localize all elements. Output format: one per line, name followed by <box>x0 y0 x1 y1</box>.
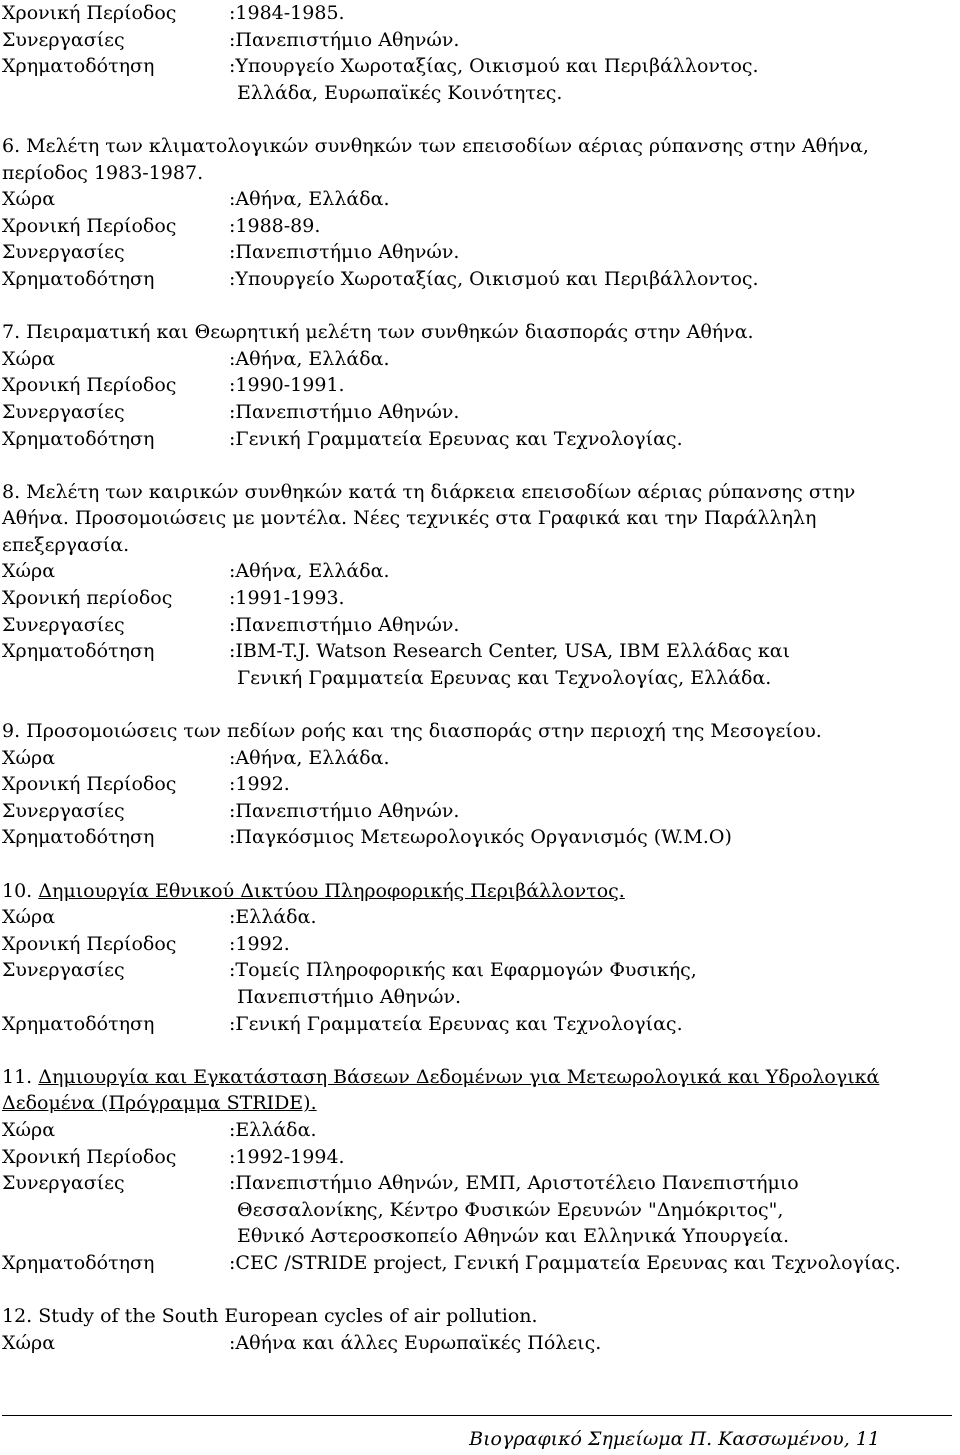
funding-value: :Παγκόσμιος Μετεωρολογικός Οργανισμός (W.M.O) <box>229 826 732 849</box>
period-value: :1992. <box>229 932 290 955</box>
entry7-period-row <box>2 372 952 399</box>
entry11-number: 11. <box>2 1065 39 1088</box>
period-value: :1991-1993. <box>229 587 345 610</box>
page-number: 11 <box>855 1428 880 1450</box>
country-label: Χώρα <box>2 746 56 769</box>
period-value: :1992-1994. <box>229 1145 345 1168</box>
entry10-number: 10. <box>2 879 39 902</box>
entry10-collaborations-row <box>2 957 952 984</box>
country-value: :Ελλάδα. <box>229 1118 317 1141</box>
entry10-funding-row <box>2 1011 952 1038</box>
funding-value: :Γενική Γραμματεία Ερευνας και Τεχνολογίας. <box>229 427 683 450</box>
funding-value: :Υπουργείο Χωροταξίας, Οικισμού και Περιβάλλοντος. <box>229 267 759 290</box>
funding-label: Χρηματοδότηση <box>2 1012 155 1035</box>
country-label: Χώρα <box>2 906 56 929</box>
entry11-period-row <box>2 1144 952 1171</box>
period-label: Χρονική περίοδος <box>2 587 173 610</box>
spacer <box>2 106 952 133</box>
entry8-funding-continuation: Γενική Γραμματεία Ερευνας και Τεχνολογίας, Ελλάδα. <box>237 666 772 689</box>
country-value: :Αθήνα, Ελλάδα. <box>229 188 390 211</box>
collaborations-value: :Πανεπιστήμιο Αθηνών. <box>229 613 460 636</box>
entry8-funding-row <box>2 638 952 665</box>
country-value: :Αθήνα, Ελλάδα. <box>229 347 390 370</box>
funding-label: Χρηματοδότηση <box>2 826 155 849</box>
page-footer <box>469 1428 880 1450</box>
entry11-title-text-line2: Δεδομένα (Πρόγραμμα STRIDE). <box>2 1092 317 1115</box>
entry9-period-row <box>2 771 952 798</box>
spacer <box>2 691 952 718</box>
collaborations-value: :Πανεπιστήμιο Αθηνών, ΕΜΠ, Αριστοτέλειο Πανεπιστήμιο <box>229 1172 799 1195</box>
entry9-funding-row <box>2 824 952 851</box>
period-value: :1992. <box>229 773 290 796</box>
entry6-funding-row <box>2 266 952 293</box>
entry10-collaborations-continuation: Πανεπιστήμιο Αθηνών. <box>237 985 462 1008</box>
collaborations-value: :Πανεπιστήμιο Αθηνών. <box>229 400 460 423</box>
period-label: Χρονική Περίοδος <box>2 1145 177 1168</box>
funding-label: Χρηματοδότηση <box>2 640 155 663</box>
entry10-period-row <box>2 931 952 958</box>
entry5-period-row <box>2 0 952 27</box>
period-value: :1988-89. <box>229 214 321 237</box>
collaborations-value: :Τομείς Πληροφορικής και Εφαρμογών Φυσικής, <box>229 959 697 982</box>
entry12-country-row <box>2 1330 952 1357</box>
document-page <box>2 0 952 1356</box>
period-label: Χρονική Περίοδος <box>2 932 177 955</box>
entry8-period-row <box>2 585 952 612</box>
collaborations-label: Συνεργασίες <box>2 400 125 423</box>
entry11-collaborations-row <box>2 1170 952 1197</box>
entry10-title-text: Δημιουργία Εθνικού Δικτύου Πληροφορικής Περιβάλλοντος. <box>38 879 625 902</box>
spacer <box>2 851 952 878</box>
funding-value: :Υπουργείο Χωροταξίας, Οικισμού και Περιβάλλοντος. <box>229 55 759 78</box>
funding-label: Χρηματοδότηση <box>2 55 155 78</box>
entry11-title-text-line1: Δημιουργία και Εγκατάσταση Βάσεων Δεδομένων για Μετεωρολογικά και Υδρολογικά <box>38 1065 880 1088</box>
collaborations-label: Συνεργασίες <box>2 959 125 982</box>
collaborations-label: Συνεργασίες <box>2 241 125 264</box>
entry6-title-line2: περίοδος 1983-1987. <box>2 161 204 184</box>
spacer <box>2 293 952 320</box>
spacer <box>2 452 952 479</box>
country-label: Χώρα <box>2 347 56 370</box>
entry7-funding-row <box>2 426 952 453</box>
entry11-collaborations-continuation-1: Θεσσαλονίκης, Κέντρο Φυσικών Ερευνών "Δημόκριτος", <box>237 1198 784 1221</box>
entry8-title-line3: επεξεργασία. <box>2 533 130 556</box>
spacer <box>2 1037 952 1064</box>
period-label: Χρονική Περίοδος <box>2 374 177 397</box>
spacer <box>2 1277 952 1304</box>
collaborations-value: :Πανεπιστήμιο Αθηνών. <box>229 241 460 264</box>
entry11-title-line2 <box>2 1090 952 1117</box>
entry11-country-row <box>2 1117 952 1144</box>
entry7-country-row <box>2 346 952 373</box>
period-label: Χρονική Περίοδος <box>2 214 177 237</box>
funding-value: :Γενική Γραμματεία Ερευνας και Τεχνολογίας. <box>229 1012 683 1035</box>
country-value: :Αθήνα και άλλες Ευρωπαϊκές Πόλεις. <box>229 1331 602 1354</box>
footer-text: Βιογραφικό Σημείωμα Π. Κασσωμένου, <box>469 1428 850 1450</box>
period-label: Χρονική Περίοδος <box>2 2 177 24</box>
entry10-country-row <box>2 904 952 931</box>
funding-label: Χρηματοδότηση <box>2 267 155 290</box>
entry5-funding-continuation: Ελλάδα, Ευρωπαϊκές Κοινότητες. <box>237 81 563 104</box>
country-value: :Ελλάδα. <box>229 906 317 929</box>
country-label: Χώρα <box>2 560 56 583</box>
collaborations-label: Συνεργασίες <box>2 28 125 51</box>
period-label: Χρονική Περίοδος <box>2 773 177 796</box>
entry8-country-row <box>2 558 952 585</box>
funding-label: Χρηματοδότηση <box>2 1251 155 1274</box>
entry5-collaborations-row <box>2 27 952 54</box>
entry8-title-line2: Αθήνα. Προσομοιώσεις με μοντέλα. Νέες τεχνικές στα Γραφικά και την Παράλληλη <box>2 507 817 530</box>
collaborations-label: Συνεργασίες <box>2 1172 125 1195</box>
country-label: Χώρα <box>2 1331 56 1354</box>
entry11-title-line1 <box>2 1064 952 1091</box>
collaborations-value: :Πανεπιστήμιο Αθηνών. <box>229 28 460 51</box>
entry10-title <box>2 878 952 905</box>
entry7-collaborations-row <box>2 399 952 426</box>
period-value: :1984-1985. <box>229 2 345 24</box>
entry6-country-row <box>2 186 952 213</box>
entry8-collaborations-row <box>2 612 952 639</box>
country-label: Χώρα <box>2 188 56 211</box>
collaborations-label: Συνεργασίες <box>2 799 125 822</box>
entry8-title-line1: 8. Μελέτη των καιρικών συνθηκών κατά τη διάρκεια επεισοδίων αέριας ρύπανσης στην <box>2 480 856 503</box>
entry9-title: 9. Προσομοιώσεις των πεδίων ροής και της διασποράς στην περιοχή της Μεσογείου. <box>2 720 822 743</box>
entry11-collaborations-continuation-2: Εθνικό Αστεροσκοπείο Αθηνών και Ελληνικά Υπουργεία. <box>237 1225 790 1248</box>
funding-label: Χρηματοδότηση <box>2 427 155 450</box>
collaborations-value: :Πανεπιστήμιο Αθηνών. <box>229 799 460 822</box>
entry12-title: 12. Study of the South European cycles of air pollution. <box>2 1305 538 1328</box>
entry9-collaborations-row <box>2 798 952 825</box>
entry9-country-row <box>2 745 952 772</box>
funding-value: :CEC /STRIDE project, Γενική Γραμματεία Ερευνας και Τεχνολογίας. <box>229 1251 901 1274</box>
entry11-funding-row <box>2 1250 952 1277</box>
period-value: :1990-1991. <box>229 374 345 397</box>
entry5-funding-row <box>2 53 952 80</box>
collaborations-label: Συνεργασίες <box>2 613 125 636</box>
country-value: :Αθήνα, Ελλάδα. <box>229 746 390 769</box>
footer-divider <box>2 1415 952 1416</box>
country-value: :Αθήνα, Ελλάδα. <box>229 560 390 583</box>
country-label: Χώρα <box>2 1118 56 1141</box>
funding-value: :IBM-T.J. Watson Research Center, USA, IBM Ελλάδας και <box>229 640 791 663</box>
entry6-title-line1: 6. Μελέτη των κλιματολογικών συνθηκών των επεισοδίων αέριας ρύπανσης στην Αθήνα, <box>2 134 869 157</box>
entry7-title: 7. Πειραματική και Θεωρητική μελέτη των συνθηκών διασποράς στην Αθήνα. <box>2 321 754 344</box>
entry6-period-row <box>2 213 952 240</box>
entry6-collaborations-row <box>2 239 952 266</box>
